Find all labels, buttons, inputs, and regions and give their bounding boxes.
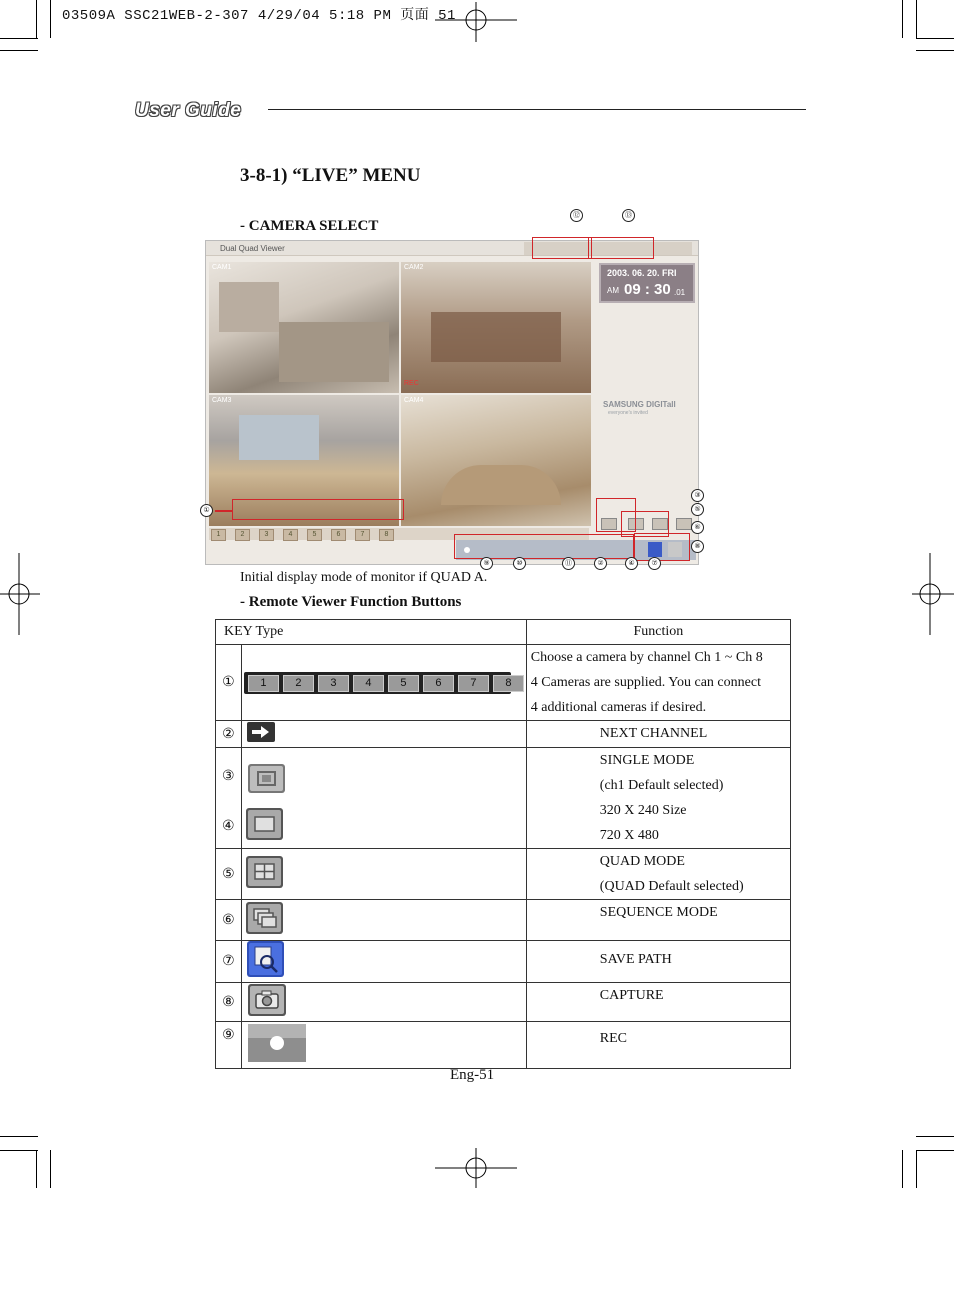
channel-key-2: 2 xyxy=(283,675,314,692)
function-line: Choose a camera by channel Ch 1 ~ Ch 8 xyxy=(530,650,763,665)
record-icon xyxy=(248,1024,306,1062)
window-view xyxy=(239,415,319,460)
crop-mark xyxy=(902,0,903,38)
rec-label: REC xyxy=(404,380,419,387)
function-line: (QUAD Default selected) xyxy=(599,879,744,894)
callout-12: ⑫ xyxy=(570,209,583,222)
registration-mark-icon xyxy=(912,553,954,635)
crop-mark xyxy=(50,1150,51,1188)
row-number: ④ xyxy=(222,819,235,834)
table-row xyxy=(216,941,791,983)
row-number: ⑦ xyxy=(216,941,242,983)
camera-label: CAM1 xyxy=(212,264,232,271)
callout-7: ⑦ xyxy=(648,557,661,570)
crop-mark xyxy=(916,1136,954,1137)
function-line: 4 Cameras are supplied. You can connect xyxy=(530,675,761,690)
callout-box-1 xyxy=(232,499,404,520)
table-row xyxy=(216,849,791,900)
camera-view-4[interactable] xyxy=(401,395,591,526)
row-number: ⑥ xyxy=(216,900,242,941)
function-line: SAVE PATH xyxy=(599,952,672,967)
function-line: (ch1 Default selected) xyxy=(599,778,724,793)
function-line: QUAD MODE xyxy=(599,854,685,869)
row-number: ② xyxy=(216,721,242,748)
sequence-mode-icon xyxy=(246,902,283,934)
channel-button-8[interactable]: 8 xyxy=(379,529,394,541)
callout-box-13 xyxy=(588,237,654,259)
date-text: 2003. 06. 20. FRI xyxy=(607,268,677,278)
row-number: ③ xyxy=(222,769,235,784)
caption-text: Initial display mode of monitor if QUAD A. xyxy=(240,570,488,585)
callout-11: ⑪ xyxy=(562,557,575,570)
function-line: 4 additional cameras if desired. xyxy=(530,700,707,715)
callout-6: ⑥ xyxy=(691,521,704,534)
key-table xyxy=(215,619,791,1069)
callout-4: ④ xyxy=(625,557,638,570)
camera-label: CAM2 xyxy=(404,264,424,271)
crop-mark xyxy=(0,1150,38,1151)
print-header: 03509A SSC21WEB-2-307 4/29/04 5:18 PM 页面 51 xyxy=(62,8,456,24)
meeting-table xyxy=(431,312,561,362)
am-pm-text: AM xyxy=(607,286,619,295)
callout-8: ⑧ xyxy=(691,540,704,553)
callout-10: ⑩ xyxy=(513,557,526,570)
function-line: NEXT CHANNEL xyxy=(599,726,708,741)
function-line: SINGLE MODE xyxy=(599,753,695,768)
row-number: ⑤ xyxy=(216,849,242,900)
callout-5: ⑤ xyxy=(691,503,704,516)
full-screen-icon xyxy=(246,808,283,840)
table-row xyxy=(216,645,791,721)
channel-key-8: 8 xyxy=(493,675,524,692)
callout-line-1 xyxy=(215,510,233,512)
channel-button-1[interactable]: 1 xyxy=(211,529,226,541)
callout-box-7-8 xyxy=(634,533,690,561)
channel-key-4: 4 xyxy=(353,675,384,692)
single-mode-icon xyxy=(248,764,285,793)
channel-button-6[interactable]: 6 xyxy=(331,529,346,541)
function-line: 720 X 480 xyxy=(599,828,659,843)
reception-desk xyxy=(441,465,561,505)
crop-mark xyxy=(902,1150,903,1188)
channel-button-2[interactable]: 2 xyxy=(235,529,250,541)
crop-mark xyxy=(916,1150,917,1188)
header-function: Function xyxy=(526,620,790,645)
channel-button-7[interactable]: 7 xyxy=(355,529,370,541)
registration-mark-icon xyxy=(0,553,40,635)
header-rule xyxy=(268,109,806,110)
save-path-icon xyxy=(247,941,284,977)
callout-3: ③ xyxy=(691,489,704,502)
seconds-text: .01 xyxy=(674,288,686,297)
callout-1: ① xyxy=(200,504,213,517)
row-number: ① xyxy=(216,645,242,721)
viewer-screenshot xyxy=(205,240,699,565)
row-number: ⑨ xyxy=(216,1022,242,1069)
table-row xyxy=(216,721,791,748)
channel-button-5[interactable]: 5 xyxy=(307,529,322,541)
crop-mark xyxy=(36,1150,37,1188)
camera-label: CAM4 xyxy=(404,397,424,404)
crop-mark xyxy=(36,0,37,38)
function-line: CAPTURE xyxy=(599,988,664,1003)
office-partition xyxy=(219,282,279,332)
sequence-mode-button-icon[interactable] xyxy=(676,518,692,530)
channel-key-3: 3 xyxy=(318,675,349,692)
quad-mode-icon xyxy=(246,856,283,888)
camera-select-heading: - CAMERA SELECT xyxy=(240,218,379,234)
channel-key-7: 7 xyxy=(458,675,489,692)
channel-button-4[interactable]: 4 xyxy=(283,529,298,541)
camera-view-2[interactable] xyxy=(401,262,591,393)
samsung-slogan: everyone's invited xyxy=(608,410,648,416)
camera-label: CAM3 xyxy=(212,397,232,404)
function-line: REC xyxy=(599,1031,628,1046)
crop-mark xyxy=(916,38,954,39)
date-time-display xyxy=(599,263,695,303)
table-row xyxy=(216,900,791,941)
user-guide-logo: User Guide xyxy=(135,100,242,121)
crop-mark xyxy=(0,1136,38,1137)
channel-key-5: 5 xyxy=(388,675,419,692)
camera-view-1[interactable] xyxy=(209,262,399,393)
header-key-type: KEY Type xyxy=(216,620,527,645)
function-line: 320 X 240 Size xyxy=(599,803,687,818)
channel-button-3[interactable]: 3 xyxy=(259,529,274,541)
table-row xyxy=(216,748,791,849)
crop-mark xyxy=(0,50,38,51)
time-text: 09 : 30 xyxy=(624,281,671,298)
registration-mark-icon xyxy=(435,1148,517,1188)
page-number: Eng-51 xyxy=(450,1067,495,1083)
viewer-title-bar: Dual Quad Viewer xyxy=(206,241,698,256)
channel-buttons-icon xyxy=(244,672,511,694)
callout-box-9-11 xyxy=(454,534,634,559)
crop-mark xyxy=(50,0,51,38)
arrow-right-icon xyxy=(247,722,275,742)
channel-key-1: 1 xyxy=(248,675,279,692)
callout-box-12 xyxy=(532,237,592,259)
office-desks xyxy=(279,322,389,382)
function-line: SEQUENCE MODE xyxy=(599,905,718,920)
callout-13: ⑬ xyxy=(622,209,635,222)
table-row xyxy=(216,983,791,1022)
crop-mark xyxy=(916,50,954,51)
callout-9: ⑨ xyxy=(480,557,493,570)
crop-mark xyxy=(916,0,917,38)
crop-mark xyxy=(0,38,38,39)
crop-mark xyxy=(916,1150,954,1151)
remote-viewer-heading: - Remote Viewer Function Buttons xyxy=(240,594,462,610)
channel-key-6: 6 xyxy=(423,675,454,692)
row-number: ⑧ xyxy=(216,983,242,1022)
table-row xyxy=(216,1022,791,1069)
page-title: 3-8-1) “LIVE” MENU xyxy=(240,165,421,186)
samsung-logo: SAMSUNG DIGITall xyxy=(603,400,676,409)
camera-icon xyxy=(248,984,286,1016)
callout-2: ② xyxy=(594,557,607,570)
